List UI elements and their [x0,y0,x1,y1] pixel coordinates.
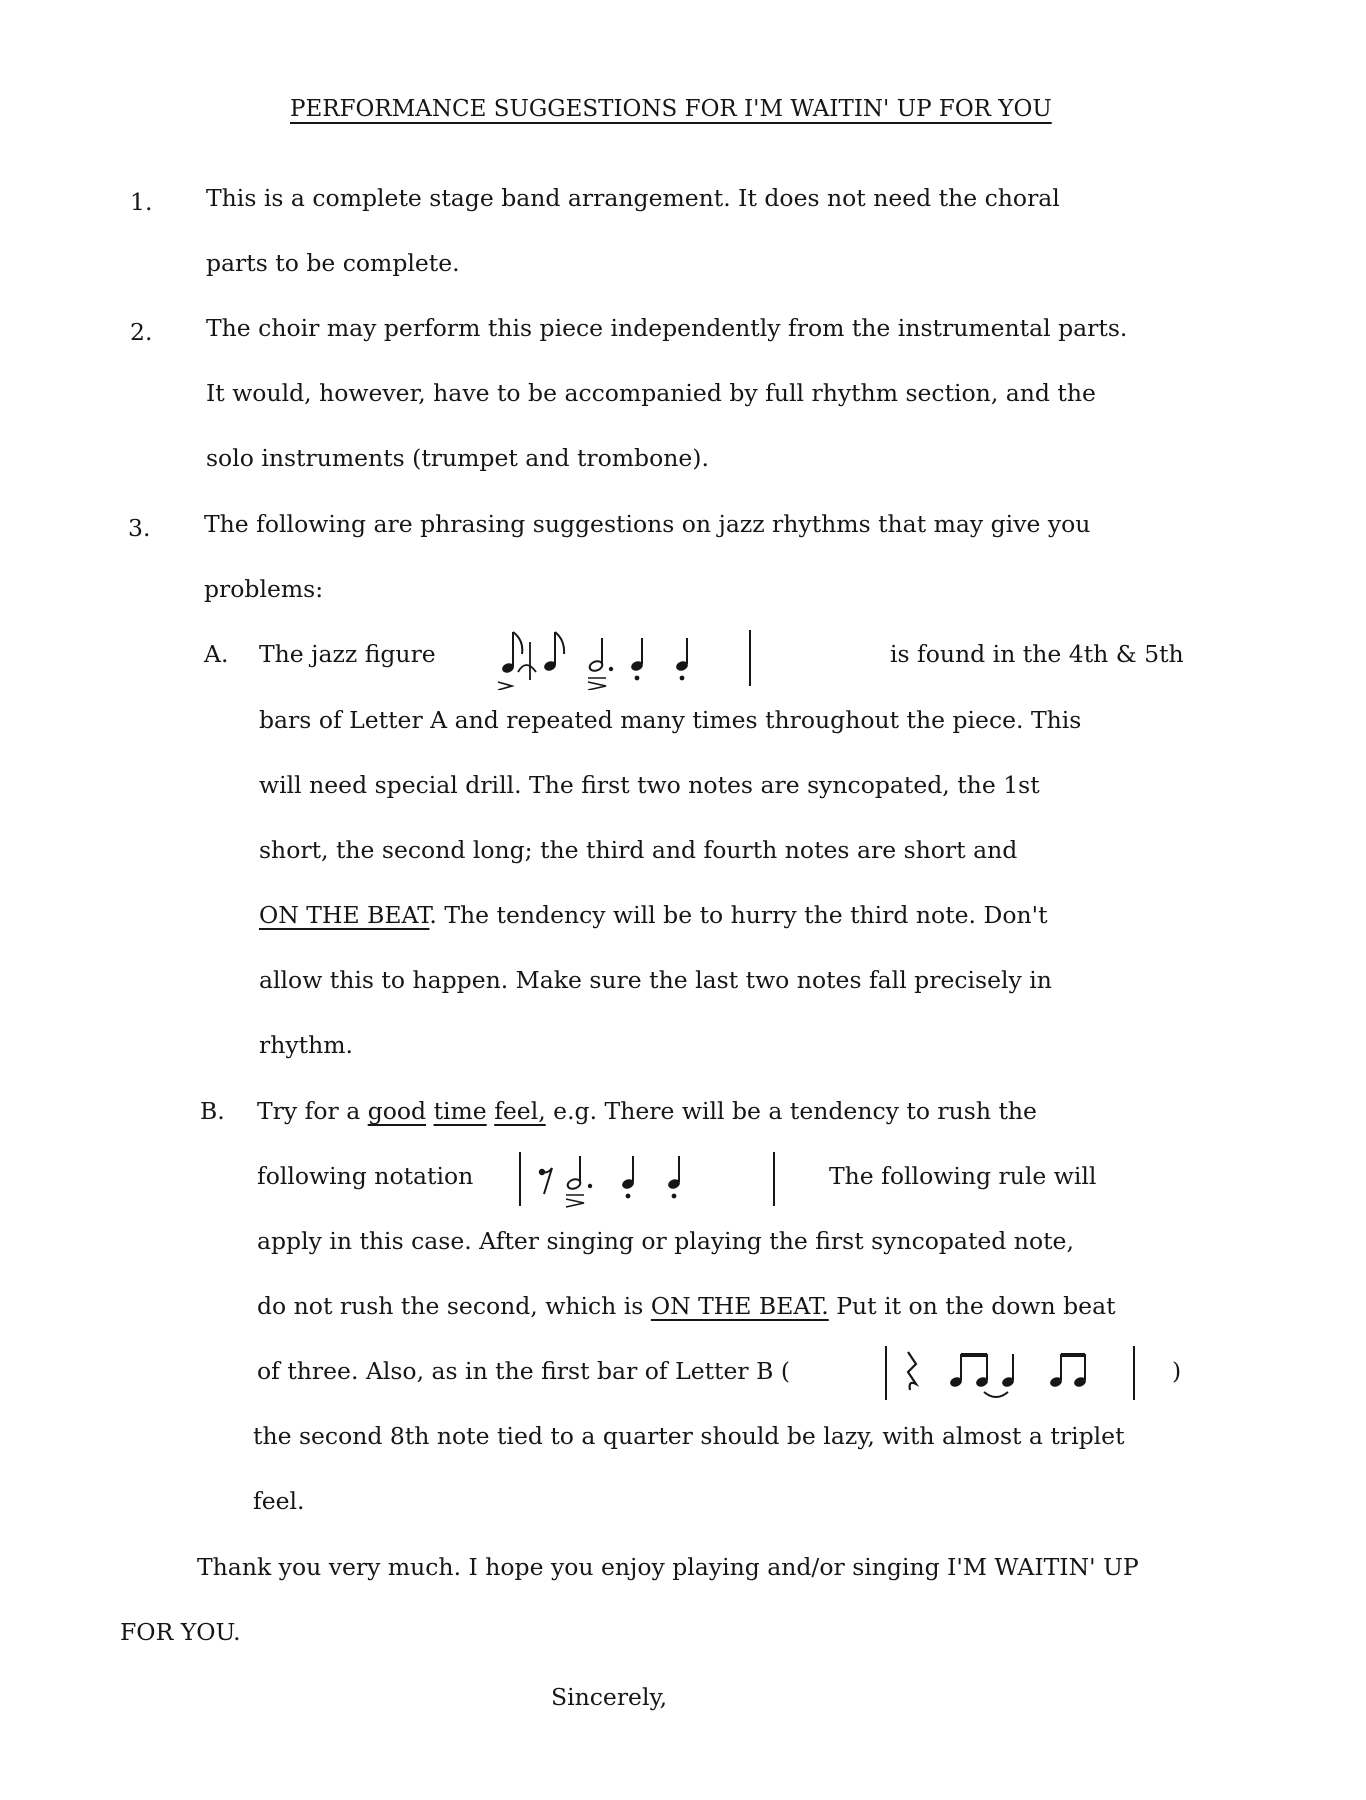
sub-a-letter: A. [204,640,229,668]
time-emphasis: time [433,1097,487,1125]
feel-emphasis: feel, [494,1097,546,1125]
closing-line-1: Thank you very much. I hope you enjoy playing and/or singing I'M WAITIN' UP [197,1553,1139,1581]
sub-b-line-1 [257,1097,1037,1125]
item-2-line-3: solo instruments (trumpet and trombone). [206,444,709,472]
sub-a-line-6: allow this to happen. Make sure the last two notes fall precisely in [259,966,1052,994]
page-title: PERFORMANCE SUGGESTIONS FOR I'M WAITIN' UP FOR YOU [290,96,1052,122]
sub-b-line-1-a: Try for a [257,1097,368,1125]
signoff: Sincerely, [551,1683,668,1711]
sub-b-line-5-b: ) [1172,1357,1182,1385]
sub-b-line-5-a: of three. Also, as in the first bar of Letter B ( [257,1357,791,1385]
jazz-figure-notation [492,620,812,690]
sub-b-letter: B. [200,1097,225,1125]
sub-a-line-2: bars of Letter A and repeated many times throughout the piece. This [259,706,1082,734]
item-1-line-2: parts to be complete. [206,249,460,277]
on-the-beat-emphasis-b: ON THE BEAT. [650,1292,829,1320]
sub-b-line-3: apply in this case. After singing or playing the first syncopated note, [257,1227,1074,1255]
sub-a-after-figure: is found in the 4th & 5th [890,640,1184,668]
sub-b-line-1-b: e.g. There will be a tendency to rush the [545,1097,1037,1125]
letter-b-notation [880,1338,1160,1404]
sub-a-line-3: will need special drill. The first two notes are syncopated, the 1st [259,771,1040,799]
item-2-line-1: The choir may perform this piece independently from the instrumental parts. [206,314,1128,342]
item-3-line-1: The following are phrasing suggestions on jazz rhythms that may give you [204,510,1091,538]
sub-b-line-6: the second 8th note tied to a quarter should be lazy, with almost a triplet [253,1422,1125,1450]
sub-a-line-4: short, the second long; the third and fourth notes are short and [259,836,1018,864]
sub-a-intro: The jazz figure [259,640,436,668]
sub-b-line-7: feel. [253,1487,305,1515]
sub-b-line-4-b: Put it on the down beat [828,1292,1116,1320]
rush-notation [512,1144,792,1210]
sub-a-line-7: rhythm. [259,1031,353,1059]
good-emphasis: good [367,1097,427,1125]
sub-a-line-5 [259,901,1048,929]
sub-b-line-4-a: do not rush the second, which is [257,1292,651,1320]
sub-a-line-5-rest: . The tendency will be to hurry the third note. Don't [429,901,1048,929]
on-the-beat-emphasis: ON THE BEAT [259,901,430,929]
item-1-line-1: This is a complete stage band arrangement. It does not need the choral [206,184,1060,212]
item-3-line-2: problems: [204,575,324,603]
sub-b-line-2-b: The following rule will [829,1162,1097,1190]
item-3-number: 3. [128,514,151,542]
item-2-line-2: It would, however, have to be accompanied by full rhythm section, and the [206,379,1096,407]
item-2-number: 2. [130,318,153,346]
item-1-number: 1. [130,188,153,216]
sub-b-line-4 [257,1292,1116,1320]
sub-b-line-2-a: following notation [257,1162,474,1190]
closing-line-2: FOR YOU. [120,1618,241,1646]
